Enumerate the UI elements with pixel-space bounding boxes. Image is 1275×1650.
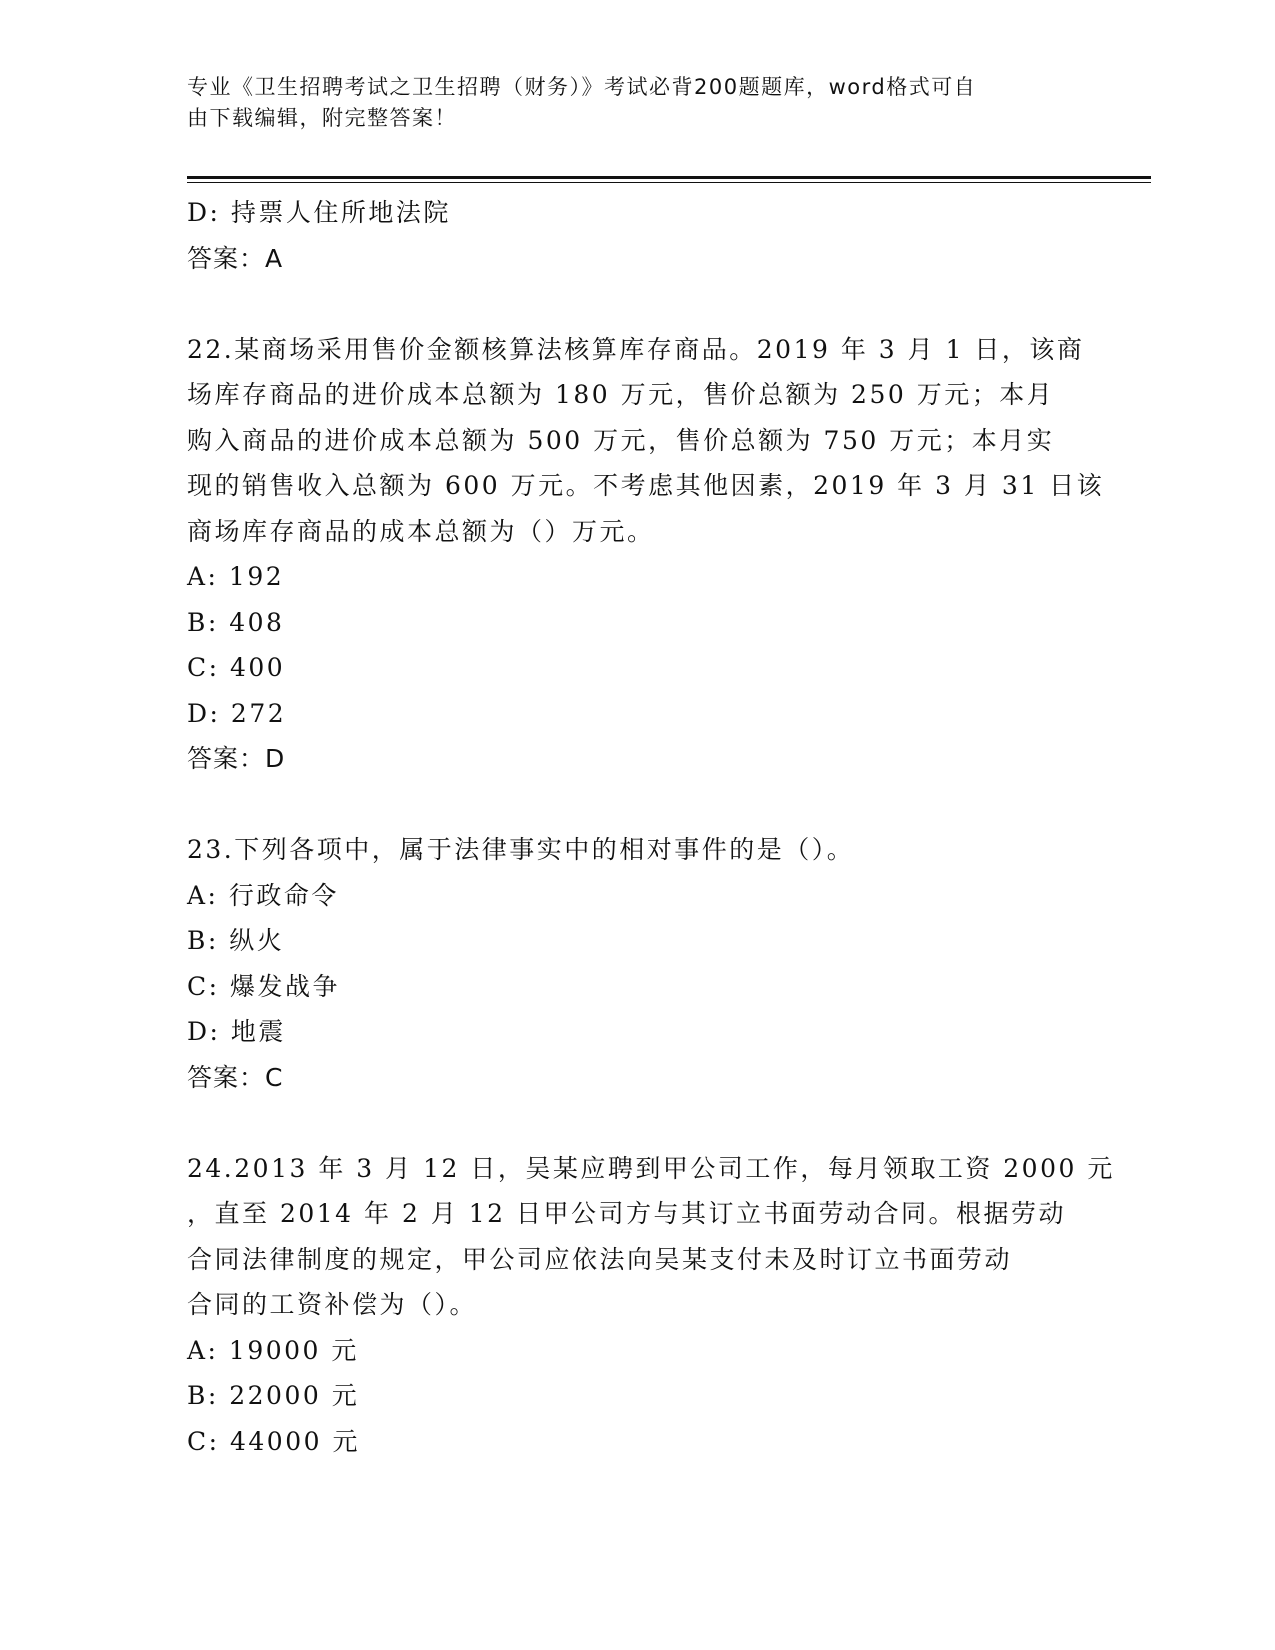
stem-line: 23.下列各项中，属于法律事实中的相对事件的是（）。	[187, 835, 855, 864]
option-b: B: 22000 元	[187, 1381, 360, 1410]
option-d: D: 持票人住所地法院	[187, 198, 451, 227]
option-a: A: 19000 元	[187, 1335, 359, 1365]
option-c: C: 44000 元	[187, 1426, 360, 1456]
option-d: D: 地震	[187, 1017, 286, 1046]
question-22	[187, 327, 1105, 782]
question-stem	[187, 1146, 1115, 1328]
option-c: C: 400	[187, 653, 286, 682]
header-rule-thick	[187, 176, 1151, 179]
option-c: C: 爆发战争	[187, 971, 340, 1001]
stem-line: 24.2013 年 3 月 12 日，吴某应聘到甲公司工作，每月领取工资 2000 元	[187, 1153, 1115, 1183]
stem-line: 合同的工资补偿为（）。	[187, 1290, 478, 1319]
header-rule-thin	[187, 182, 1151, 183]
question-stem	[187, 827, 1087, 873]
question-stem	[187, 327, 1105, 555]
stem-line: 场库存商品的进价成本总额为 180 万元，售价总额为 250 万元；本月	[187, 380, 1055, 409]
spacer	[187, 1100, 1087, 1146]
document-header	[187, 72, 1067, 134]
stem-line: 22.某商场采用售价金额核算法核算库存商品。2019 年 3 月 1 日，该商	[187, 334, 1085, 364]
answer-label: 答案：A	[187, 243, 284, 273]
question-21-tail	[187, 190, 1087, 281]
stem-line: 商场库存商品的成本总额为（）万元。	[187, 516, 655, 546]
option-b: B: 408	[187, 607, 285, 637]
spacer	[187, 782, 1087, 828]
spacer	[187, 281, 1087, 327]
stem-line: 购入商品的进价成本总额为 500 万元，售价总额为 750 万元；本月实	[187, 425, 1055, 455]
option-b: B: 纵火	[187, 926, 285, 955]
option-a: A: 192	[187, 562, 285, 591]
header-line-1: 专业《卫生招聘考试之卫生招聘（财务）》考试必背200题题库，word格式可自	[187, 75, 977, 99]
answer-label: 答案：C	[187, 1062, 284, 1092]
header-line-2: 由下载编辑，附完整答案！	[187, 106, 457, 130]
question-list	[187, 190, 1115, 1464]
question-23	[187, 827, 1087, 1100]
answer-label: 答案：D	[187, 744, 286, 773]
option-a: A: 行政命令	[187, 880, 339, 910]
stem-line: ，直至 2014 年 2 月 12 日甲公司方与其订立书面劳动合同。根据劳动	[187, 1199, 1067, 1228]
question-24	[187, 1146, 1115, 1465]
stem-line: 合同法律制度的规定，甲公司应依法向吴某支付未及时订立书面劳动	[187, 1244, 1013, 1274]
option-d: D: 272	[187, 698, 287, 728]
stem-line: 现的销售收入总额为 600 万元。不考虑其他因素，2019 年 3 月 31 日该	[187, 471, 1105, 500]
